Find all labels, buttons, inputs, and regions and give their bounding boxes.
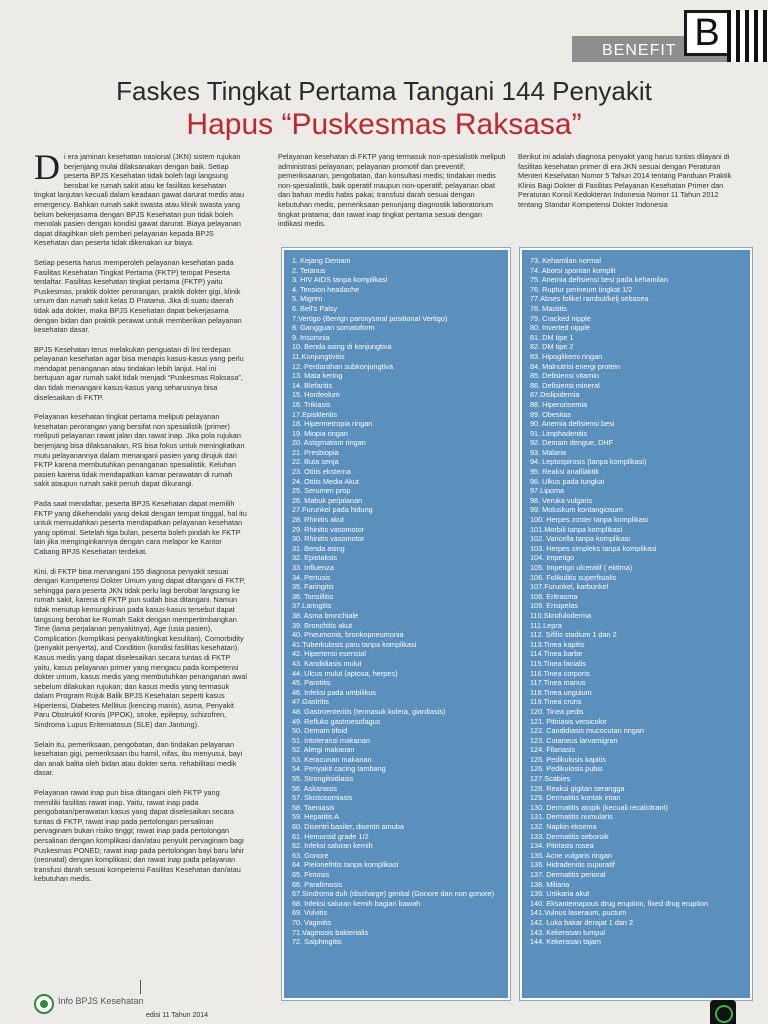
disease-item: 26. Mabuk perjalanan: [292, 495, 363, 505]
article-paragraph: Pada saat mendaftar, peserta BPJS Kesehatan dapat memilih FKTP yang dikehendaki yang dekat dengan tempat tinggal, hal itu untuk memudahkan peserta mendapatkan pelayanan kesehatan yang optimal. Setelah tiga bulan, peserta boleh pindah ke FKTP lain jika menginginkannya dengan cara melapor ke Kantor Cabang BPJS Kesehatan terdekat.: [34, 499, 247, 556]
disease-item: 106. Folikulitis superfisialis: [530, 572, 617, 582]
disease-item: 128. Reaksi gigitan serangga: [530, 783, 625, 793]
disease-item: 90. Anemia defisiensi besi: [530, 419, 615, 429]
disease-item: 38. Asma bronchiale: [292, 610, 359, 620]
disease-item: 56. Askariasis: [292, 783, 338, 793]
disease-item: 42. Hipertensi esensial: [292, 649, 366, 659]
disease-item: 95. Reaksi anafilaktik: [530, 467, 599, 477]
disease-item: 107.Furunkel, karbunkel: [530, 582, 609, 592]
disease-item: 133. Dermatitis seboroik: [530, 831, 609, 841]
disease-item: 103. Herpes simpleks tanpa komplikasi: [530, 543, 657, 553]
footer-divider: [140, 980, 141, 994]
disease-item: 17.Episkleritis: [292, 409, 338, 419]
disease-item: 100. Herpes zoster tanpa komplikasi: [530, 515, 649, 525]
disease-item: 86. Defisiensi mineral: [530, 380, 600, 390]
disease-item: 132. Napkin eksema: [530, 822, 597, 832]
footer-edition: edisi 11 Tahun 2014: [146, 1012, 209, 1019]
disease-item: 112. Sifilis stadium 1 dan 2: [530, 630, 617, 640]
disease-item: 39. Bronchitis akut: [292, 620, 353, 630]
page-corner-icon: [710, 1000, 736, 1024]
disease-item: 68. Infeksi saluran kemih bagian bawah: [292, 898, 421, 908]
disease-item: 36. Tonsillitis: [292, 591, 334, 601]
disease-item: 24. Otitis Media Akut: [292, 476, 359, 486]
article-paragraph: Pelayanan kesehatan tingkat pertama meliputi pelayanan kesehatan perorangan yang bersifat non spesialistik (primer) meliputi pelayanan rawat jalan dan rawat inap. Jika pola rujukan berjenjang bisa dilaksanakan, RS bisa fokus untuk meningkatkan mutu pelayanannya dalam menangani pasien yang dirujuk dari FKTP karena membutuhkan penanganan spesialistik. Keluhan pasien karena tidak mendapatkan kamar perawatan di rumah sakit ataupun rumah sakit penuh dapat dikurangi.: [34, 412, 245, 489]
disease-item: 63. Gonore: [292, 850, 329, 860]
disease-item: 41.Tuberkulosis paru tanpa komplikasi: [292, 639, 417, 649]
article-paragraph: Kini, di FKTP bisa menangani 155 diagnosa penyakit sesuai dengan Kompetensi Dokter Umum yang dapat ditangani di FKTP, sehingga para peserta JKN tidak perlu lagi berobat langsung ke rumah sakit, karena di FKTP pun sudah bisa ditangani. Namun tidak menutup kemungkinan pada kasus-kasus tersebut dapat langsung berobat ke Rumah Sakit dengan mempertimbangkan Time (lama perjalanan penyakitnya), Age (usia pasien), Complication (komplikasi penyakit/tingkat kesulitan), Comorbidity (penyakit penyerta), and Condition (kondisi fasilitas kesehatan). Kasus medis yang dapat diselesaikan secara tuntas di FKTP yaitu, kasus pelayanan primer yang mengacu pada kompetensi dokter umum, kasus medis yang membutuhkan penanganan awal sebelum dilakukan rujukan; dan kasus medis yang termasuk dalam Program Rujuk Balik BPJS Kesehatan seperti kasus Hipertensi, Diabetes Mellitus (kencing manis), asma, Penyakit Paru Obstruktif Kronis (PPOK), stroke, epilepsy, schizofren, Sindroma Lupus Eritematosus (SLE) dan Jantung).: [34, 566, 247, 730]
disease-item: 14. Blefaritis: [292, 380, 333, 390]
disease-item: 131. Dermatitis numularis: [530, 812, 613, 822]
disease-item: 126. Pedikulosis pubis: [530, 764, 603, 774]
disease-item: 80. Inverted nipple: [530, 323, 591, 333]
disease-item: 59. Hepatitis A: [292, 812, 340, 822]
disease-item: 101.Morbili tanpa komplikasi: [530, 524, 623, 534]
disease-item: 5. Migren: [292, 294, 323, 304]
disease-item: 142. Luka bakar derajat 1 dan 2: [530, 917, 634, 927]
article-paragraph: Pelayanan rawat inap pun bisa ditangani oleh FKTP yang memiliki fasilitas rawat inap. Yaitu, rawat inap pada pengobatan/perawatan kasus yang dapat diselesaikan secara tuntas di FKTP, rawat inap pada pertolongan persalinan pervaginam bukan risiko tinggi; rawat inap pada pertolongan persalinan dengan komplikasi dan/atau penyulit pervaginam bagi Puskesmas PONED; rawat inap pada pertolongan bayi baru lahir (neonatal) dengan komplikasi; dan rawat inap pada pelayanan transfusi darah sesuai kompetensi Fasilitas Kesehatan dan/atau kebutuhan medis.: [34, 788, 245, 884]
disease-item: 53. Keracunan makanan: [292, 754, 372, 764]
article-column-2: [278, 152, 508, 239]
article-column-1: [34, 147, 248, 894]
disease-item: 64. Pielonefritis tanpa komplikasi: [292, 860, 399, 870]
article-title: Faskes Tingkat Pertama Tangani 144 Penyakit: [116, 76, 652, 106]
disease-item: 32. Epistaksis: [292, 553, 338, 563]
disease-item: 33. Influenza: [292, 563, 334, 572]
disease-item: 11.Konjungtivitis: [292, 351, 345, 361]
disease-item: 31. Benda asing: [292, 543, 345, 553]
disease-item: 23. Otitis eksterna: [292, 467, 351, 477]
disease-item: 122. Candidiasis mucocutan ringan: [530, 726, 644, 736]
disease-item: 83. Hipoglikemi ringan: [530, 351, 603, 361]
disease-item: 136. Hidradenitis supuratif: [530, 860, 615, 870]
disease-item: 25. Serumen prop: [292, 486, 351, 496]
disease-item: 102. Varicella tanpa komplikasi: [530, 534, 631, 544]
disease-list-box-right: [520, 248, 752, 1000]
disease-item: 91. Limphadenitis: [530, 428, 588, 438]
article-column-3: [518, 152, 734, 220]
disease-item: 78. Mastitis: [530, 303, 567, 313]
disease-item: 127.Scabies: [530, 774, 571, 784]
disease-item: 73. Kehamilan normal: [530, 256, 601, 265]
disease-item: 124. Filariasis: [530, 745, 576, 755]
disease-item: 111.Lepra: [530, 620, 562, 630]
disease-item: 97.Lipoma: [530, 486, 565, 496]
disease-item: 28. Rhinitis akut: [292, 515, 344, 525]
disease-item: 54. Penyakit cacing tambang: [292, 764, 386, 774]
disease-item: 70. Vaginitis: [292, 917, 332, 927]
disease-item: 4. Tension headache: [292, 284, 360, 294]
disease-item: 2. Tetanus: [292, 265, 326, 275]
disease-item: 84. Malnutrisi energi protein: [530, 361, 621, 371]
bpjs-logo-icon: [34, 994, 54, 1014]
column-3-body: [518, 152, 734, 210]
disease-item: 81. DM tipe 1: [530, 332, 574, 342]
disease-item: 50. Demam tifoid: [292, 726, 348, 736]
disease-item: 44. Ulcus mulut (aptosa, herpes): [292, 668, 398, 678]
disease-item: 105. Impetigo ulceratif ( ektima): [530, 563, 633, 572]
disease-item: 15. Hordeolum: [292, 390, 340, 400]
disease-item: 120. Tinea pedis: [530, 706, 584, 716]
disease-item: 134. Pitiriasis rosea: [530, 841, 594, 851]
disease-item: 140. Eksantemapous drug eruption, fixed drug eruption: [530, 898, 709, 908]
disease-item: 115.Tinea facialis: [530, 658, 586, 668]
disease-item: 138. Miliaria: [530, 879, 570, 889]
disease-item: 27.Furunkel pada hidung: [292, 505, 373, 515]
column-1-body: [34, 147, 248, 884]
disease-item: 137. Dermatitis perioral: [530, 870, 606, 879]
disease-item: 119.Tinea cruris: [530, 697, 582, 707]
disease-item: 77.Abses folikel rambut/kelj sebasea: [530, 294, 649, 304]
disease-item: 20. Astigmatism ringan: [292, 438, 366, 448]
disease-item: 16. Trikiasis: [292, 399, 331, 409]
disease-item: 143. Kekerasan tumpul: [530, 927, 606, 937]
disease-item: 114.Tinea barbe: [530, 649, 583, 659]
disease-item: 37.Laringitis: [292, 601, 332, 611]
disease-item: 85. Defisiensi vitamin: [530, 371, 599, 381]
disease-item: 110.Skrofuloderma: [530, 610, 592, 620]
disease-item: 123. Cutaneus larvamigran: [530, 735, 618, 745]
article-paragraph: BPJS Kesehatan terus melakukan penguatan di lini terdepan pelayanan kesehatan agar bisa menapis kasus-kasus yang perlu mendapat penanganan atau tindakan lebih lanjut. Hal ini bertujuan agar rumah sakit tidak menjadi “Puskesmas Raksasa”, dan tidak menangani kasus-kasus yang seharusnya bisa diselesaikan di FKTP.: [34, 344, 244, 402]
disease-item: 61. Hemoroid grade 1/2: [292, 831, 369, 841]
disease-list-left: [292, 256, 502, 947]
article-paragraph: Berikut ini adalah diagnosa penyakit yang harus tuntas dilayani di fasilitas kesehatan primer di era JKN sesuai dengan Peraturan Menteri Kesehatan Nomor 5 Tahun 2014 tentang Panduan Praktik Klinis Bagi Dokter di Fasilitas Pelayanan Kesehatan Primer dan Peraturan Konsil Kedokteran Indonesia Nomor 11 Tahun 2012 tentang Standar Kompetensi Dokter Indonesia: [518, 152, 732, 209]
disease-item: 93. Malaria: [530, 447, 567, 457]
disease-item: 29. Rhinitis vasomotor: [292, 524, 365, 534]
disease-item: 66. Parafimosis: [292, 879, 343, 889]
disease-item: 58. Taeniasis: [292, 802, 335, 812]
disease-item: 45. Parotitis: [292, 678, 331, 688]
disease-item: 13. Mata kering: [292, 371, 343, 381]
disease-item: 75. Anemia defisiensi besi pada kehamilan: [530, 275, 668, 285]
disease-item: 71.Vaginosis bakterialis: [292, 927, 369, 937]
disease-item: 89. Obesitas: [530, 409, 571, 419]
disease-item: 67.Sindroma duh (discharge) genital (Gonore dan non gonore): [292, 889, 495, 899]
disease-item: 40. Pneumonia, bronkopneumonia: [292, 630, 404, 640]
disease-item: 35. Faringitis: [292, 582, 334, 592]
disease-item: 135. Acne vulgaris ringan: [530, 850, 612, 860]
disease-item: 62. Infeksi saluran kemih: [292, 841, 373, 851]
disease-item: 130. Dermatitis atopik (kecuali recalcitrant): [530, 802, 668, 812]
disease-item: 92. Demam dengue, DHF: [530, 438, 614, 448]
disease-item: 22. Buta senja: [292, 457, 339, 467]
disease-item: 18. Hipermetropia ringan: [292, 419, 373, 429]
article-paragraph: i era jaminan kesehatan nasional (JKN) sistem rujukan berjenjang mulai dilaksanakan dengan baik. Setiap peserta BPJS Kesehatan tidak boleh lagi langsung berobat ke rumah sakit atau ke fasilitas kesehatan tingkat lanjutan kecuali dalam keadaan gawat darurat medis atau emergency. Bahkan rumah sakit swasta atau klinik swasta yang belum bekerjasama dengan BPJS Kesehatan pun tidak boleh menolak pasien dengan kondisi gawat darurat. Biaya pelayanan dapat ditagihkan oleh pemberi pelayanan kepada BPJS Kesehatan dan peserta tidak dikenakan iur biaya.: [34, 152, 245, 248]
disease-item: 87.Dislipidemia: [530, 390, 580, 400]
disease-item: 46. Infeksi pada umbilikus: [292, 687, 376, 697]
disease-item: 104. Impetigo: [530, 553, 575, 563]
disease-item: 7.Vertigo (Benign paroxysmal positional Vertigo): [292, 313, 448, 323]
disease-item: 88. Hiperurisemia: [530, 399, 588, 409]
footer-brand: Info BPJS Kesehatan: [58, 996, 144, 1006]
disease-item: 10. Benda asing di konjungtiva: [292, 342, 392, 352]
article-paragraph: Setiap peserta harus memperoleh pelayanan kesehatan pada Fasilitas Kesehatan Tingkat Pertama (FKTP) tempat Peserta terdaftar. Fasilitas kesehatan tingkat pertama (FKTP) yaitu Puskesmas, praktik dokter perorangan, praktik dokter gigi, klinik umum dan rumah sakit kelas D Pratama. Jika di suatu daerah tidak ada dokter, maka BPJS Kesehatan dapat bekerjasama dengan bidan dan praktik perawat untuk memberikan pelayanan kesehatan dasar.: [34, 257, 242, 335]
disease-item: 125. Pedikulosis kapitis: [530, 754, 606, 764]
disease-item: 60. Disentri basiler, disentri amuba: [292, 822, 404, 832]
disease-item: 121. Pitiriasis versicolor: [530, 716, 607, 726]
disease-item: 72. Salphingitis: [292, 937, 342, 947]
disease-item: 52. Alergi makanan: [292, 745, 355, 755]
disease-item: 79. Cracked nipple: [530, 313, 591, 323]
disease-item: 57. Skistosomiasis: [292, 793, 353, 803]
column-2-body: [278, 152, 508, 229]
disease-item: 76. Ruptur perineum tingkat 1/2: [530, 284, 633, 294]
disease-item: 9. Insomnia: [292, 332, 330, 342]
disease-item: 141.Vulnus laseraum, puctum: [530, 908, 627, 918]
disease-item: 8. Gangguan somatoform: [292, 323, 375, 333]
disease-item: 96. Ulkus pada tungkai: [530, 476, 605, 486]
disease-item: 47.Gastritis: [292, 697, 329, 707]
disease-item: 34. Pertusis: [292, 572, 331, 582]
disease-item: 21. Presbiopia: [292, 447, 339, 457]
disease-item: 129. Dermatitis kontak iritan: [530, 793, 621, 803]
disease-item: 49. Refluks gastroesofagus: [292, 716, 381, 726]
article-paragraph: Pelayanan kesehatan di FKTP yang termasuk non-spesialistik meliputi administrasi pelayanan; pelayanan promotif dan preventif; pemeriksaanan, pengobatan, dan konsultasi medis; tindakan medis non-spesialistik, baik operatif maupun non-operatif; pelayanan obat dan bahan medis habis pakai; transfusi darah sesuai dengan kebutuhan medis, pemeriksaan penunjang diagnostik laboratorium tingkat pratama; dan rawat inap tingkat pertama sesuai dengan indikasi medis.: [278, 152, 506, 229]
disease-item: 69. Vulvitis: [292, 908, 328, 918]
disease-item: 12. Perdarahan subkonjungtiva: [292, 361, 394, 371]
disease-item: 1. Kejang Demam: [292, 256, 351, 265]
disease-item: 65. Fimosis: [292, 870, 330, 879]
disease-item: 118.Tinea unguium: [530, 687, 592, 697]
disease-item: 82. DM tipe 2: [530, 342, 574, 352]
disease-item: 139. Urtikaria akut: [530, 889, 590, 899]
disease-item: 3. HIV AIDS tanpa komplikasi: [292, 275, 388, 285]
disease-item: 108. Eritrasma: [530, 591, 578, 601]
article-subtitle: Hapus “Puskesmas Raksasa”: [186, 108, 582, 141]
disease-item: 144. Kekerasan tajam: [530, 937, 601, 947]
disease-item: 116.Tinea corporis: [530, 668, 590, 678]
disease-list-right: [530, 256, 744, 947]
drop-cap: D: [34, 147, 60, 187]
disease-item: 30. Rhinitis vasomotor: [292, 534, 365, 544]
article-paragraph: Selain itu, pemeriksaan, pengobatan, dan tindakan pelayanan kesehatan gigi, pemeriksaan ibu hamil, nifas, ibu menyusui, bayi dan anak balita oleh bidan atau dokter serta. rehabilitasi medik dasar.: [34, 739, 243, 778]
section-label: BENEFIT: [602, 42, 677, 59]
disease-item: 98. Veruka vulgaris: [530, 495, 593, 505]
disease-item: 94. Leptospirosis (tanpa komplikasi): [530, 457, 647, 467]
disease-list-box-left: [282, 248, 510, 1000]
disease-item: 43. Kandidiasis mulut: [292, 658, 362, 668]
disease-item: 51. Intoleransi makanan: [292, 735, 370, 745]
disease-item: 6. Bell's Palsy: [292, 303, 338, 313]
disease-item: 55. Strongiloidiasis: [292, 774, 354, 784]
section-letter: B: [684, 10, 730, 56]
disease-item: 74. Aborsi spontan komplit: [530, 265, 616, 275]
disease-item: 113.Tinea kapitis: [530, 639, 585, 649]
barcode-stripes: [727, 10, 768, 62]
disease-item: 48. Gastroenteritis (termasuk kolera, giardiasis): [292, 706, 446, 716]
disease-item: 19. Miopia ringan: [292, 428, 348, 438]
disease-item: 99. Moluskum kontangiosum: [530, 505, 623, 515]
disease-item: 117.Tinea manus: [530, 678, 586, 688]
disease-item: 109. Erisipelas: [530, 601, 578, 611]
